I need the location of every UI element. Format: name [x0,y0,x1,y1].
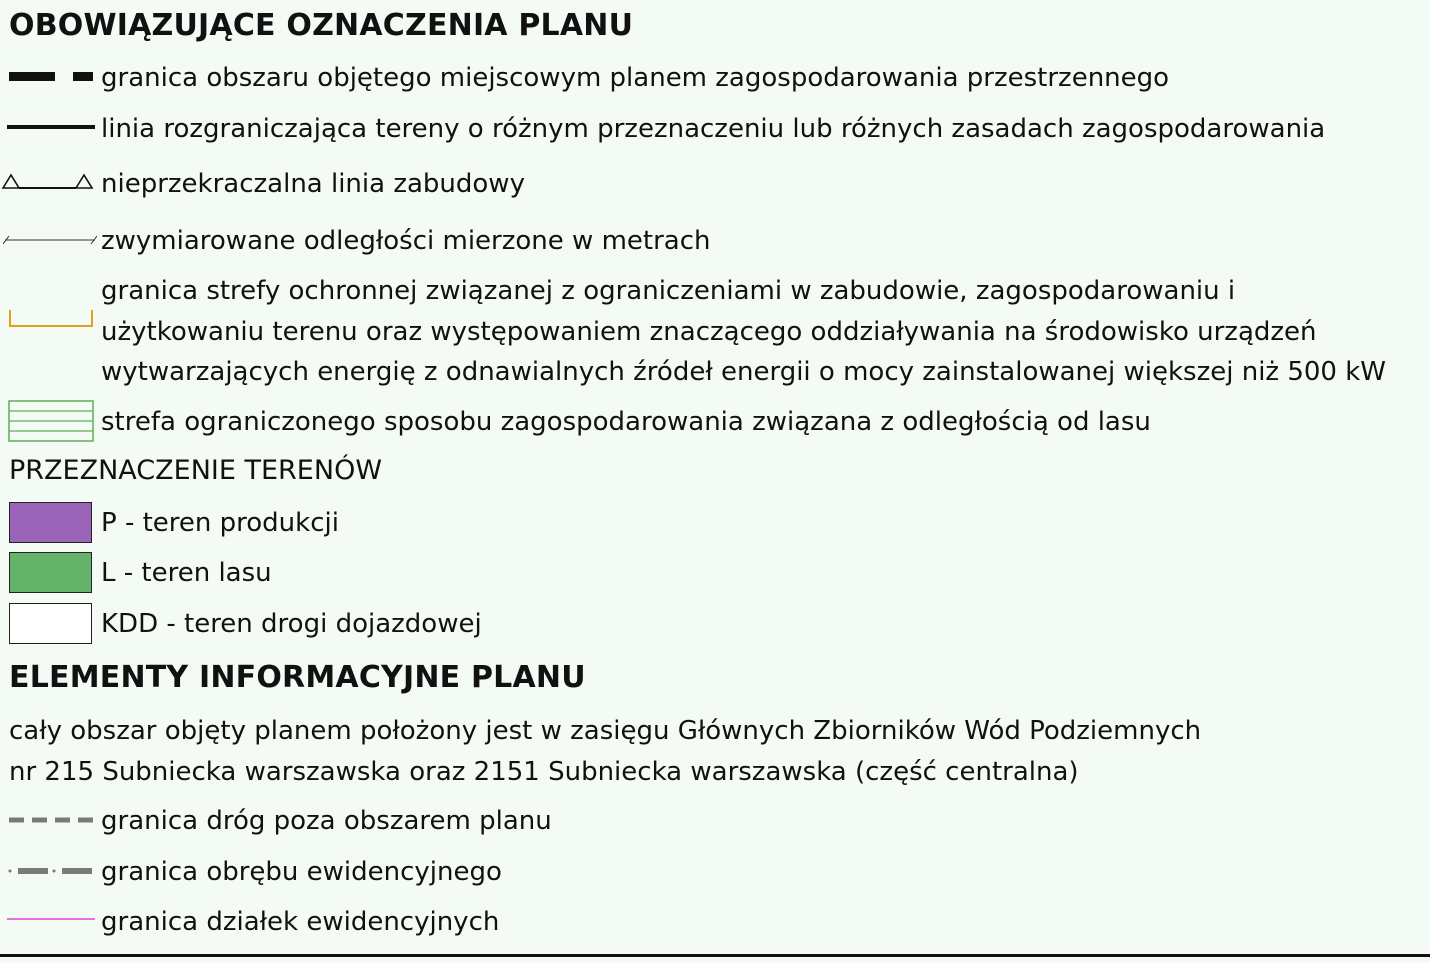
legend-item-dimension-line: zwymiarowane odległości mierzone w metrach [101,226,711,256]
demarcation-line-symbol [7,122,95,132]
info-item-cadastral-precinct: granica obrębu ewidencyjnego [101,857,502,887]
land-use-access-road: KDD - teren drogi dojazdowej [101,609,482,639]
swatch-forest [9,552,92,593]
info-paragraph-line-1: cały obszar objęty planem położony jest w zasięgu Głównych Zbiorników Wód Podziemnych [9,716,1202,746]
info-paragraph-line-2: nr 215 Subniecka warszawska oraz 2151 Subniecka warszawska (część centralna) [9,757,1079,787]
cadastral-precinct-symbol [7,865,95,877]
land-use-heading: PRZEZNACZENIE TERENÓW [9,455,383,486]
legend-item-protection-zone-line-2: użytkowaniu terenu oraz występowaniem znaczącego oddziaływania na środowisko urządzeń [101,317,1317,347]
swatch-access-road [9,603,92,644]
forest-distance-zone-symbol [8,400,94,442]
legend-binding-heading: OBOWIĄZUJĄCE OZNACZENIA PLANU [9,8,634,43]
building-line-symbol [0,170,96,192]
protection-zone-symbol [8,308,96,330]
legend-item-forest-distance-zone: strefa ograniczonego sposobu zagospodarowania związana z odległością od lasu [101,407,1151,437]
info-item-roads-boundary: granica dróg poza obszarem planu [101,806,552,836]
legend-item-plan-boundary: granica obszaru objętego miejscowym planem zagospodarowania przestrzennego [101,63,1170,93]
land-use-production: P - teren produkcji [101,508,339,538]
legend-item-protection-zone-line-1: granica strefy ochronnej związanej z ograniczeniami w zabudowie, zagospodarowaniu i [101,276,1236,306]
legend-item-demarcation-line: linia rozgraniczająca tereny o różnym przeznaczeniu lub różnych zasadach zagospodarowania [101,114,1326,144]
legend-info-heading: ELEMENTY INFORMACYJNE PLANU [9,660,586,695]
legend-item-building-line: nieprzekraczalna linia zabudowy [101,169,525,199]
plan-boundary-symbol [9,70,93,86]
dimension-line-symbol [3,233,97,247]
land-use-forest: L - teren lasu [101,558,272,588]
roads-boundary-symbol [9,814,95,826]
swatch-production [9,502,92,543]
bottom-border [0,954,1430,957]
legend-item-protection-zone-line-3: wytwarzających energię z odnawialnych źródeł energii o mocy zainstalowanej większej niż 500 kW [101,357,1386,387]
info-item-parcel-boundary: granica działek ewidencyjnych [101,907,500,937]
parcel-boundary-symbol [7,915,95,923]
